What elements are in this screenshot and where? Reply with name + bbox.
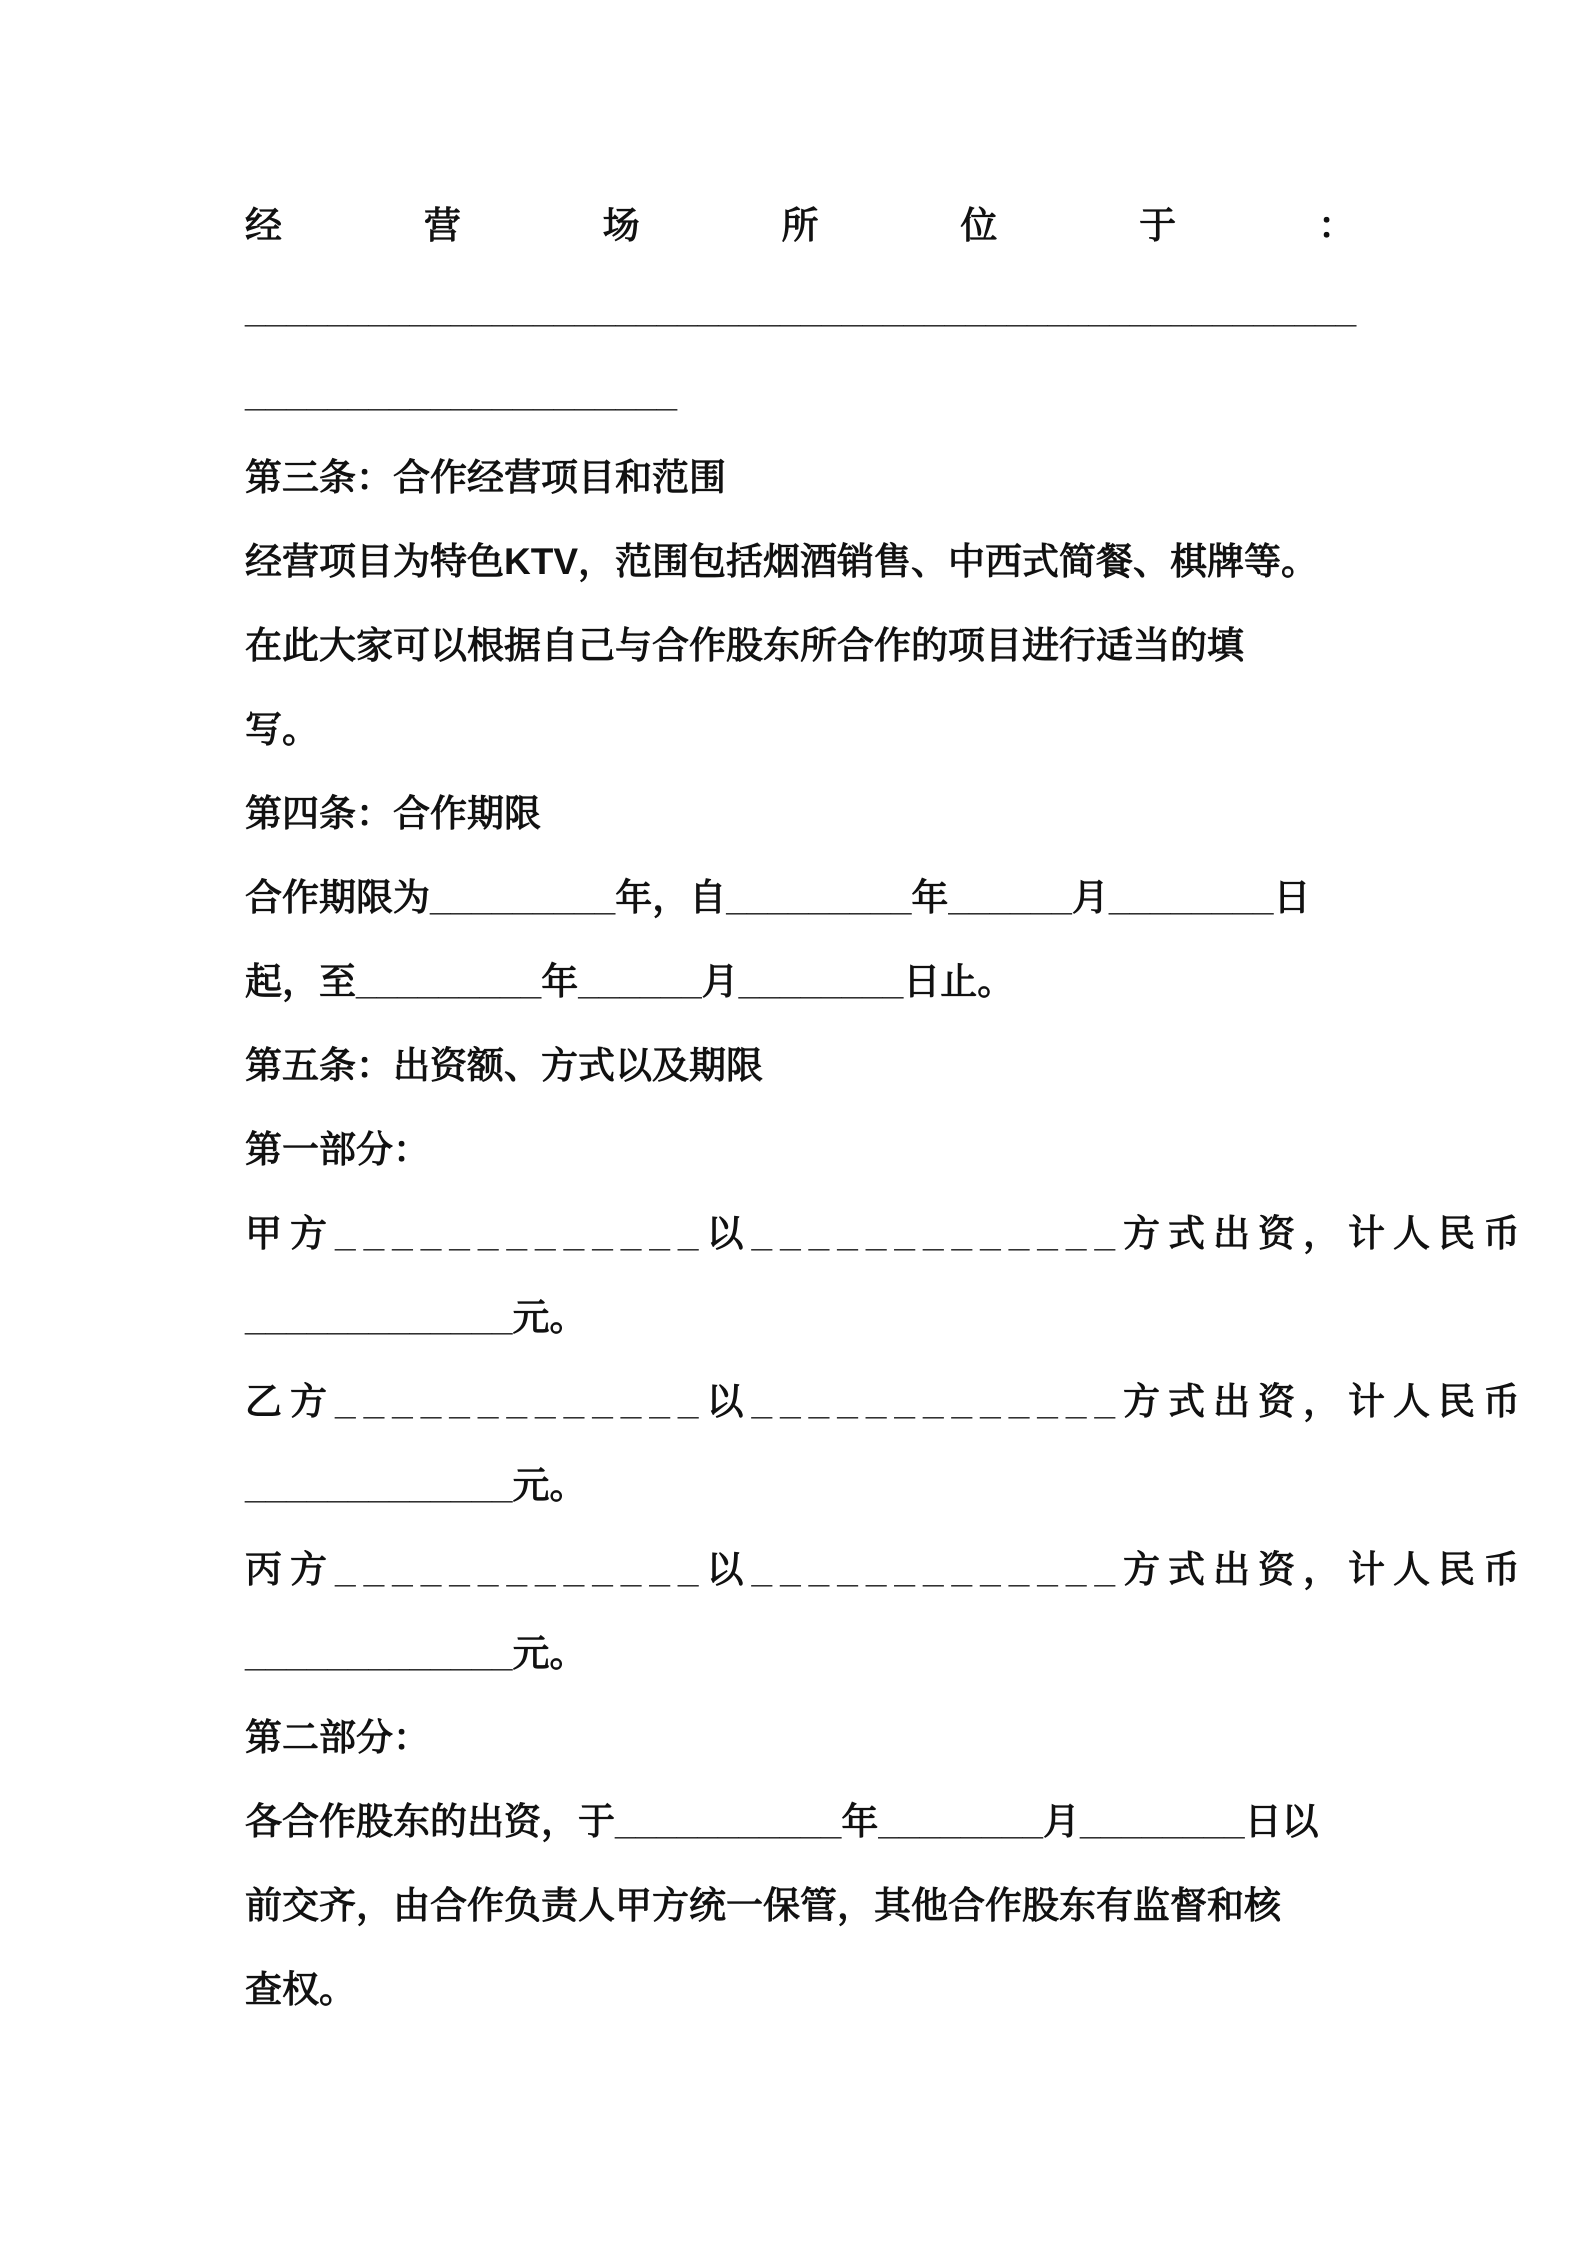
party-b-amount: _____________元。 xyxy=(245,1465,587,1506)
part-1-heading: 第一部分： xyxy=(245,1129,430,1170)
paragraph-line: 经营项目为特色KTV，范围包括烟酒销售、中西式简餐、棋牌等。 xyxy=(245,541,1318,582)
party-a-contribution: 甲方_____________以_____________方式出资，计人民币 xyxy=(245,1213,1529,1254)
article-3-heading: 第三条：合作经营项目和范围 xyxy=(245,457,726,498)
document-page xyxy=(245,184,1529,2032)
term-line: 合作期限为_________年，自_________年______月________日 xyxy=(245,877,1311,918)
article-5-heading: 第五条：出资额、方式以及期限 xyxy=(245,1045,763,1086)
party-c-contribution: 丙方_____________以_____________方式出资，计人民币 xyxy=(245,1549,1529,1590)
paragraph-line: 写。 xyxy=(245,709,319,750)
party-a-amount: _____________元。 xyxy=(245,1297,587,1338)
paragraph-line: 在此大家可以根据自己与合作股东所合作的项目进行适当的填 xyxy=(245,625,1244,666)
party-b-contribution: 乙方_____________以_____________方式出资，计人民币 xyxy=(245,1381,1529,1422)
paragraph-line: 查权。 xyxy=(245,1969,356,2010)
paragraph-line: 前交齐，由合作负责人甲方统一保管，其他合作股东有监督和核 xyxy=(245,1885,1281,1926)
location-label: 经 营 场 所 位 于 ： xyxy=(245,205,1355,246)
part-2-heading: 第二部分： xyxy=(245,1717,430,1758)
term-line: 起，至_________年______月________日止。 xyxy=(245,961,1015,1002)
location-blank-line: ______________________________________________________ xyxy=(245,289,1357,330)
paragraph-line: 各合作股东的出资，于___________年________月________日以 xyxy=(245,1801,1319,1842)
article-4-heading: 第四条：合作期限 xyxy=(245,793,541,834)
party-c-amount: _____________元。 xyxy=(245,1633,587,1674)
location-blank-line: _____________________ xyxy=(245,373,678,414)
